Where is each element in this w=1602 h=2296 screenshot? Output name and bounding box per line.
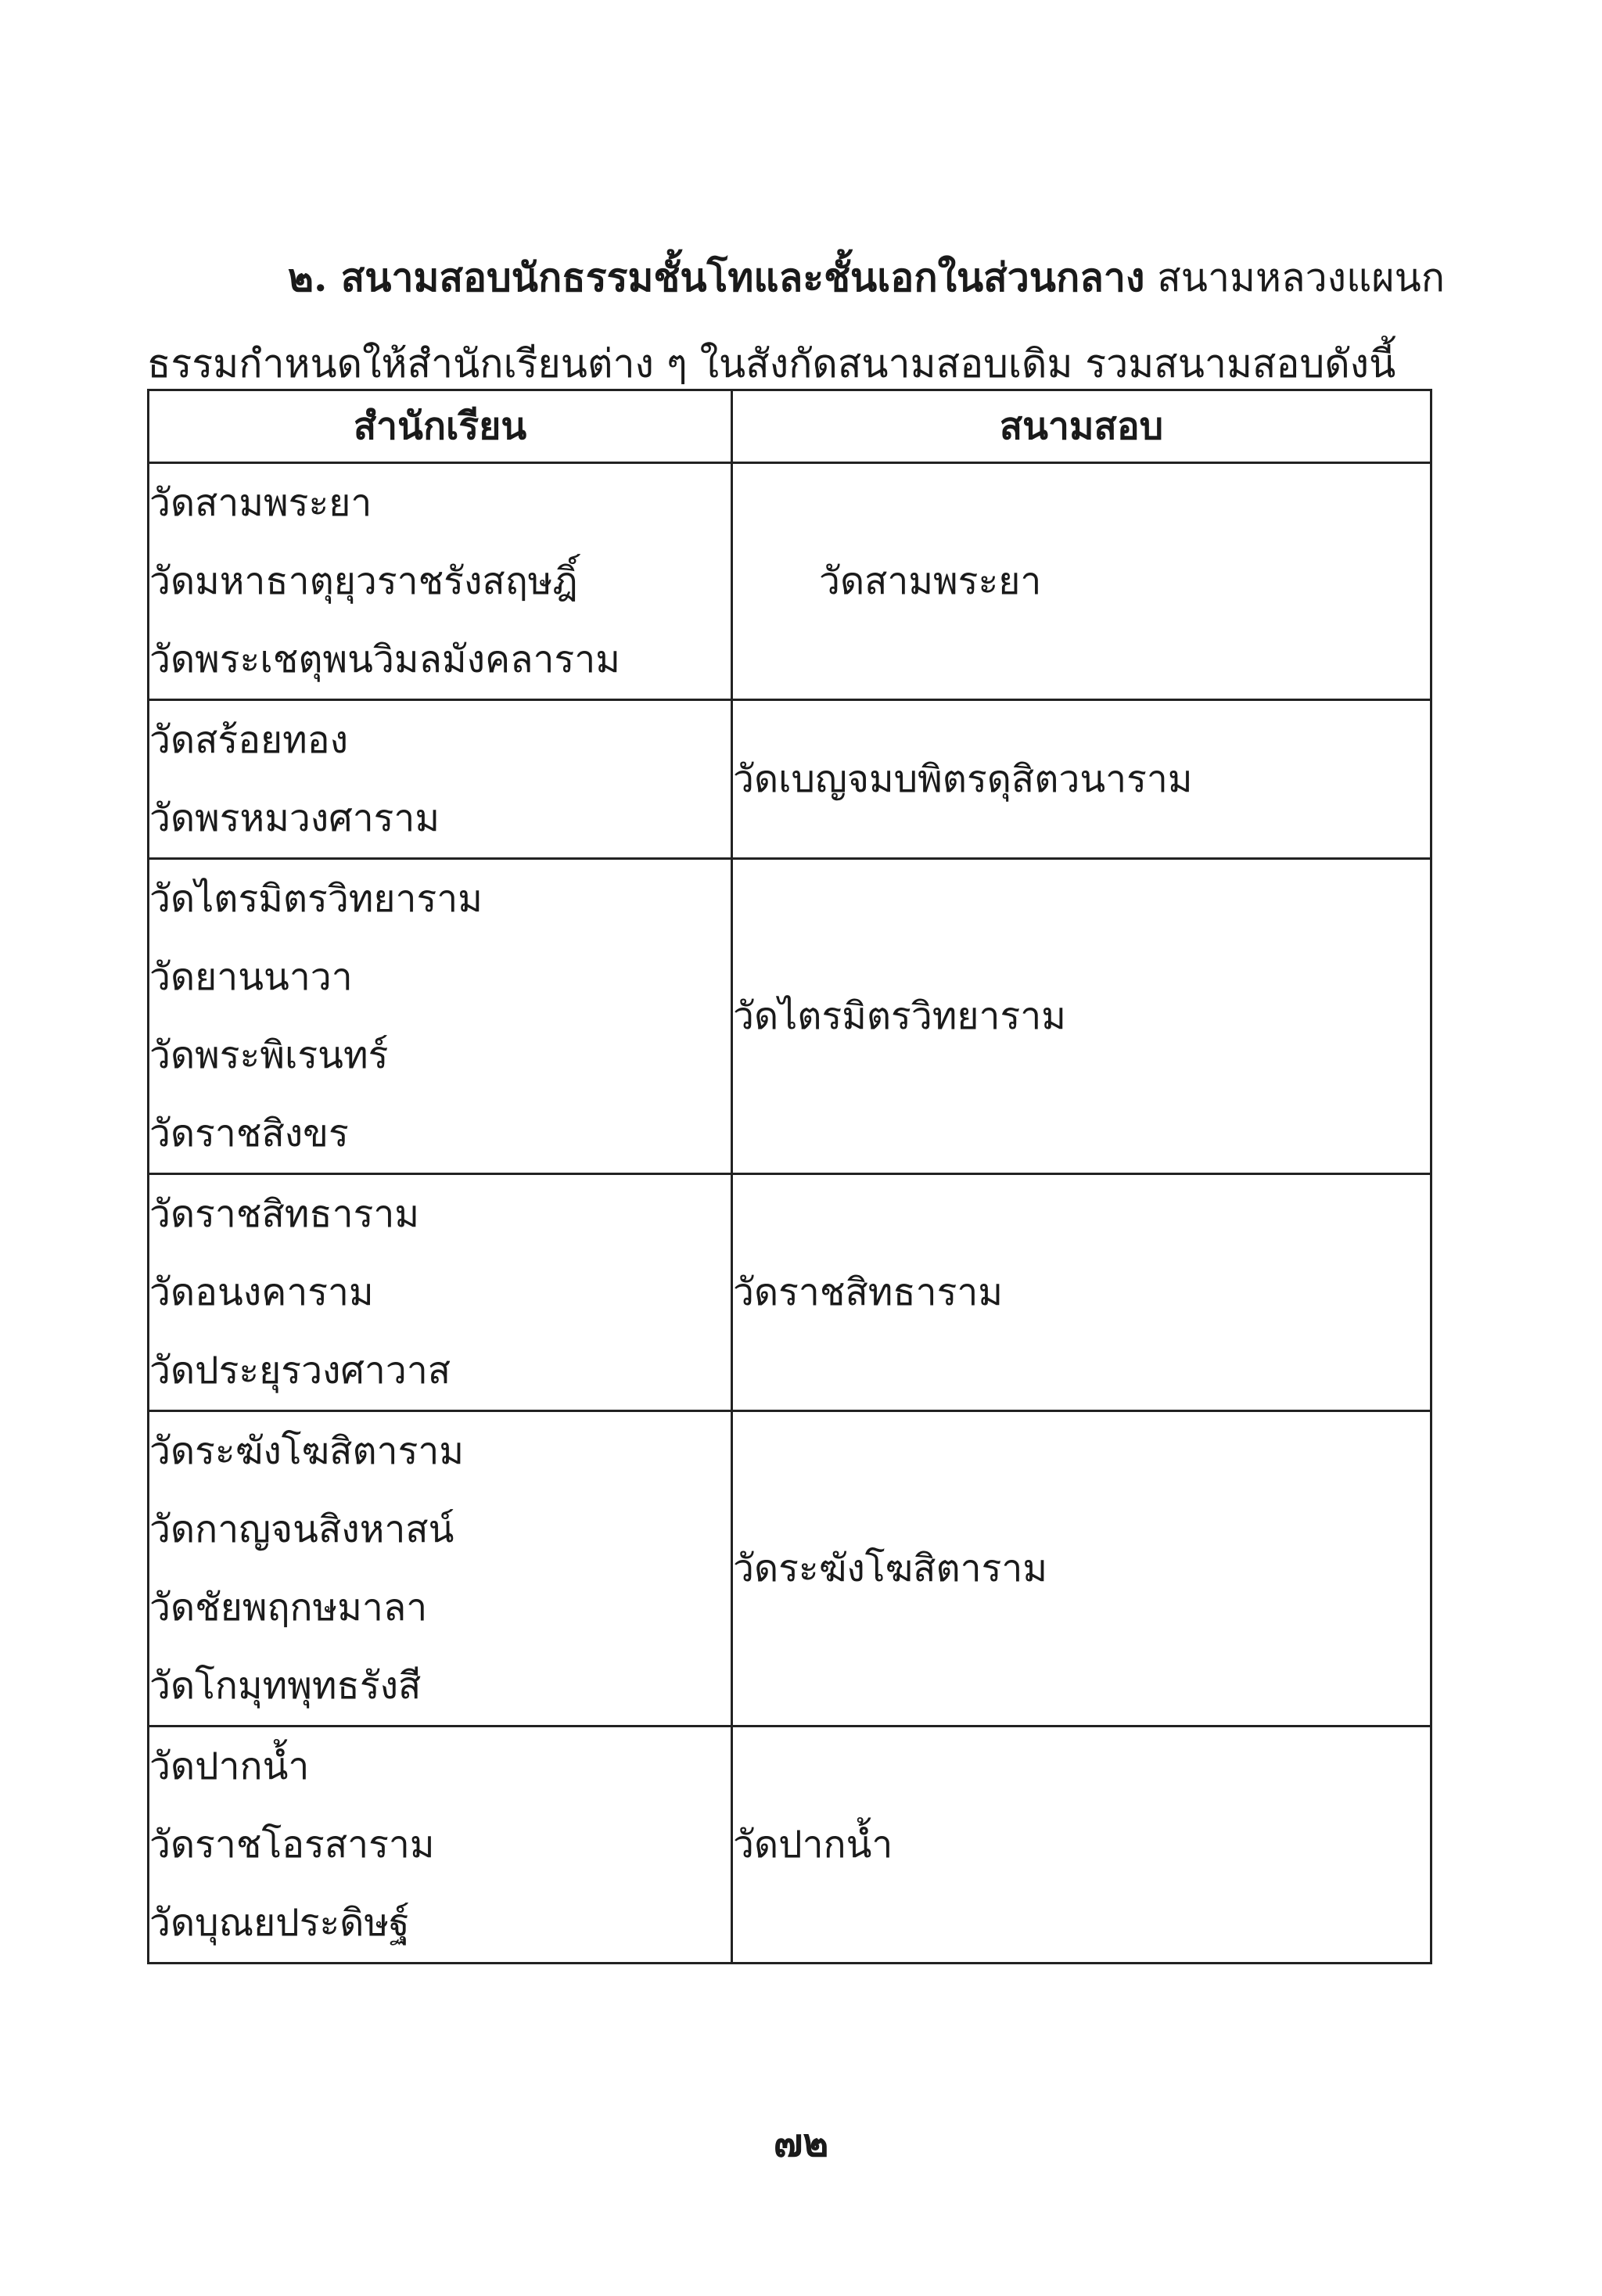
school-list xyxy=(149,1726,732,1964)
school-name: วัดชัยพฤกษมาลา xyxy=(149,1586,428,1629)
table-row xyxy=(149,463,1431,700)
heading-continuation: สนามหลวงแผนก xyxy=(1144,255,1446,300)
table-header-row xyxy=(149,390,1431,463)
table-row xyxy=(149,700,1431,859)
school-list xyxy=(149,1411,732,1726)
school-name: วัดอนงคาราม xyxy=(149,1270,374,1314)
table-row xyxy=(149,859,1431,1174)
table-row xyxy=(149,1174,1431,1411)
intro-line-1 xyxy=(147,235,1446,321)
school-name: วัดระฆังโฆสิตาราม xyxy=(149,1429,464,1473)
school-name: วัดยานนาวา xyxy=(149,955,353,999)
school-name: วัดพระพิเรนทร์ xyxy=(149,1033,389,1077)
school-name: วัดไตรมิตรวิทยาราม xyxy=(149,877,483,921)
school-list xyxy=(149,700,732,859)
intro-paragraph xyxy=(147,235,1446,407)
school-name: วัดปากน้ำ xyxy=(149,1744,310,1788)
school-name: วัดโกมุทพุทธรังสี xyxy=(149,1664,422,1708)
school-name: วัดพระเชตุพนวิมลมังคลาราม xyxy=(149,638,620,681)
exam-site-table xyxy=(147,389,1432,1964)
table-row xyxy=(149,1726,1431,1964)
school-name: วัดสามพระยา xyxy=(149,481,372,525)
school-list xyxy=(149,1174,732,1411)
section-heading: ๒. สนามสอบนักธรรมชั้นโทและชั้นเอกในส่วนกลาง xyxy=(288,254,1145,300)
page-number: ๗๒ xyxy=(773,2119,829,2165)
exam-site: วัดสามพระยา xyxy=(732,463,1431,700)
school-name: วัดราชสิทธาราม xyxy=(149,1192,419,1236)
school-list xyxy=(149,859,732,1174)
exam-site: วัดปากน้ำ xyxy=(732,1726,1431,1964)
table-row xyxy=(149,1411,1431,1726)
exam-site: วัดไตรมิตรวิทยาราม xyxy=(732,859,1431,1174)
header-school: สำนักเรียน xyxy=(149,390,732,463)
school-list xyxy=(149,463,732,700)
school-name: วัดประยุรวงศาวาส xyxy=(149,1349,451,1392)
school-name: วัดบุณยประดิษฐ์ xyxy=(149,1901,410,1945)
school-name: วัดพรหมวงศาราม xyxy=(149,796,440,840)
school-name: วัดสร้อยทอง xyxy=(149,718,349,762)
school-name: วัดราชโอรสาราม xyxy=(149,1823,435,1867)
school-name: วัดกาญจนสิงหาสน์ xyxy=(149,1507,454,1551)
intro-line-2: ธรรมกำหนดให้สำนักเรียนต่าง ๆ ในสังกัดสนามสอบเดิม รวมสนามสอบดังนี้ xyxy=(147,341,1396,386)
header-exam-site: สนามสอบ xyxy=(732,390,1431,463)
exam-site: วัดราชสิทธาราม xyxy=(732,1174,1431,1411)
school-name: วัดราชสิงขร xyxy=(149,1112,349,1155)
school-name: วัดมหาธาตุยุวราชรังสฤษฎิ์ xyxy=(149,559,578,603)
exam-site: วัดเบญจมบพิตรดุสิตวนาราม xyxy=(732,700,1431,859)
exam-site: วัดระฆังโฆสิตาราม xyxy=(732,1411,1431,1726)
